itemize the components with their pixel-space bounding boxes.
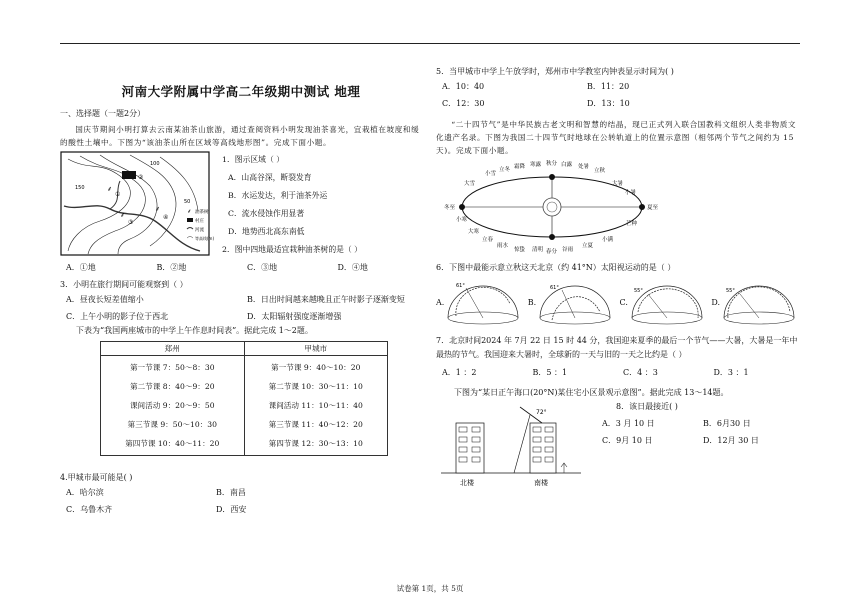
tea-tree-icon: ⸙ <box>155 205 161 213</box>
svg-text:村庄: 村庄 <box>195 219 204 224</box>
sun-path-diagram-c <box>628 278 706 326</box>
svg-text:61°: 61° <box>456 283 466 289</box>
q1-option-d[interactable]: D．地势西北高东南低 <box>228 227 305 236</box>
q8-option-d[interactable]: D．12月 30 日 <box>703 436 759 445</box>
table-cell-left: 第一节课 7：50～8：30 第二节课 8：40～9：20 课间活动 9：20～9：50 第三节课 9：50～10：30 第四节课 10：40～11：20 <box>101 356 245 456</box>
svg-text:河流: 河流 <box>195 228 204 233</box>
q5-option-c[interactable]: C．12：30 <box>442 99 485 108</box>
sun-path-diagram-b <box>536 278 614 326</box>
q1-option-a[interactable]: A．山高谷深，断裂发育 <box>228 173 312 182</box>
q6-stem: 6．下图中最能示意立秋这天北京（约 41°N）太阳视运动的是（ ） <box>436 263 676 272</box>
table-header-jia: 甲城市 <box>244 342 388 356</box>
earth-icon <box>549 234 555 240</box>
svg-text:春分: 春分 <box>546 249 558 255</box>
q2-option-c[interactable]: C．③地 <box>247 263 278 272</box>
q7-stem: 7．北京时间2024 年 7月 22 日 15 时 44 分，我国迎来夏季的最后一个节气——大暑，大暑是一年中最热的节气。我国迎来大暑时，全球新的一天与旧的一天之比约是（ ） <box>436 336 798 359</box>
q3-option-d[interactable]: D．太阳辐射强度逐渐增强 <box>247 312 342 321</box>
tree-icon <box>561 463 567 473</box>
q1-option-c[interactable]: C．流水侵蚀作用显著 <box>228 209 305 218</box>
contour-label: 50 <box>184 199 191 205</box>
q7-option-d[interactable]: D．3 ：1 <box>713 368 749 377</box>
north-building-label: 北楼 <box>460 479 474 487</box>
point-3-label: ③ <box>128 219 134 226</box>
table-cell-right: 第一节课 9：40～10：20 第二节课 10：30～11：10 课间活动 11：10～11：40 第三节课 11：40～12：20 第四节课 12：30～13：10 <box>244 356 388 456</box>
q8-option-c[interactable]: C．9月 10 日 <box>602 436 653 445</box>
q8-intro: 下图为“某日正午海口(20°N)某住宅小区景观示意图”。据此完成 13～14题。 <box>454 388 729 397</box>
q8-option-a[interactable]: A．3 月 10 日 <box>602 419 655 428</box>
svg-text:立夏: 立夏 <box>582 243 594 249</box>
svg-text:惊蛰: 惊蛰 <box>514 247 526 253</box>
header-rule <box>60 43 800 44</box>
svg-text:油茶树: 油茶树 <box>195 210 209 215</box>
q2-stem: 2．图中四地最适宜栽种油茶树的是（ ） <box>222 245 362 254</box>
q3-option-a[interactable]: A．昼夜长短差值缩小 <box>66 295 144 304</box>
q7-options <box>436 364 798 381</box>
q7-option-b[interactable]: B．5 ：1 <box>532 368 568 377</box>
exam-title: 河南大学附属中学高二年级期中测试 地理 <box>121 84 361 99</box>
q4-stem: 4.甲城市最可能是( ) <box>60 473 133 482</box>
south-building-label: 南楼 <box>534 479 548 487</box>
q2-option-b[interactable]: B．②地 <box>156 263 187 272</box>
village-icon <box>122 171 136 179</box>
sun-angle-label: 72° <box>536 409 547 416</box>
svg-text:等高线(m): 等高线(m) <box>195 236 215 241</box>
contour-map <box>60 151 215 256</box>
passage-1: 国庆节期间小明打算去云南某油茶山旅游，通过查阅资料小明发现油茶喜光，宜栽植在坡度和缓的酸性土壤中。下图为“该油茶山所在区域等高线地形图”。完成下面小题。 <box>60 125 420 147</box>
q7-option-a[interactable]: A．1 ：2 <box>442 368 477 377</box>
svg-text:清明: 清明 <box>532 247 544 253</box>
sun-icon <box>543 198 561 216</box>
earth-icon <box>549 174 555 180</box>
q5-option-a[interactable]: A．10：40 <box>442 82 485 91</box>
earth-icon <box>639 204 645 210</box>
q4-option-a[interactable]: A．哈尔滨 <box>66 488 104 497</box>
svg-text:白露: 白露 <box>561 162 573 168</box>
svg-text:55°: 55° <box>725 288 735 294</box>
q7-option-c[interactable]: C．4 ：3 <box>623 368 658 377</box>
svg-text:立秋: 立秋 <box>594 168 606 174</box>
q6-option-c[interactable]: C. 55° <box>620 278 706 326</box>
svg-text:大寒: 大寒 <box>468 229 480 235</box>
q8-options <box>596 415 798 449</box>
q5-options <box>436 78 726 112</box>
svg-text:61°: 61° <box>550 285 560 291</box>
q3-option-c[interactable]: C．上午小明的影子位于西北 <box>66 312 169 321</box>
point-4-label: ④ <box>163 214 169 221</box>
tea-tree-icon: ⸙ <box>107 185 113 193</box>
q1-stem: 1．图示区域（ ） <box>222 155 285 164</box>
svg-text:寒露: 寒露 <box>530 162 542 168</box>
tea-tree-icon: ⸙ <box>120 211 126 219</box>
q8-questions <box>586 401 798 490</box>
q2-option-d[interactable]: D．④地 <box>337 263 368 272</box>
svg-text:小满: 小满 <box>602 237 614 243</box>
questions-1-2 <box>210 151 422 259</box>
section-heading: 一、选择题（一题2分） <box>60 109 146 118</box>
village-icon <box>187 218 193 222</box>
svg-text:55°: 55° <box>633 288 643 294</box>
svg-text:冬至: 冬至 <box>444 205 456 211</box>
q1-option-b[interactable]: B．水运发达，利于油茶外运 <box>228 191 328 200</box>
contour-label: 150 <box>75 185 85 191</box>
q4-options <box>60 484 360 518</box>
svg-text:芒种: 芒种 <box>626 221 638 227</box>
q2-options <box>60 259 422 276</box>
svg-text:立冬: 立冬 <box>499 167 511 173</box>
point-1-label: ① <box>115 191 121 198</box>
svg-text:霜降: 霜降 <box>514 164 526 170</box>
svg-text:小寒: 小寒 <box>456 217 468 223</box>
left-column <box>60 50 422 518</box>
schedule-table <box>100 341 388 456</box>
svg-text:小暑: 小暑 <box>625 190 637 196</box>
q2-option-a[interactable]: A．①地 <box>66 263 96 272</box>
svg-text:处暑: 处暑 <box>578 164 590 170</box>
svg-text:夏至: 夏至 <box>647 205 659 211</box>
q3-option-b[interactable]: B．日出时间越来越晚且正午时影子逐渐变短 <box>247 295 405 304</box>
earth-icon <box>459 204 465 210</box>
question-block-1-2 <box>60 151 422 259</box>
sun-path-diagram-a <box>444 278 522 326</box>
svg-text:雨水: 雨水 <box>497 243 509 249</box>
sun-path-diagram-d <box>720 278 798 326</box>
svg-text:大雪: 大雪 <box>464 181 476 187</box>
svg-text:小雪: 小雪 <box>485 171 497 177</box>
q6-option-a[interactable]: A. 61° <box>436 278 522 326</box>
q5-option-d[interactable]: D．13：10 <box>587 99 630 108</box>
solar-terms-orbit-diagram <box>442 161 662 256</box>
q4-option-b[interactable]: B．南昌 <box>216 488 246 497</box>
q4-option-d[interactable]: D．西安 <box>216 505 247 514</box>
point-2-label: ② <box>138 174 144 181</box>
svg-text:秋分: 秋分 <box>546 161 558 167</box>
q8-block <box>436 402 798 490</box>
q5-stem: 5．当甲城市中学上午放学时，郑州市中学教室内钟表显示时间为( ) <box>436 67 674 76</box>
q3-options <box>60 291 422 325</box>
table-header-zhengzhou: 郑州 <box>101 342 245 356</box>
q5-option-b[interactable]: B．11：20 <box>587 82 630 91</box>
passage-2: “二十四节气”是中华民族古老文明和智慧的结晶，现已正式列入联合国教科文组织人类非物质文化遗产名录。下图为我国二十四节气时地球在公转轨道上的位置示意图（相邻两个节气之间约为 15 天)。完成下面小题。 <box>436 120 797 155</box>
contour-label: 100 <box>150 161 160 167</box>
table-intro: 下表为“我国两座城市的中学上午作息时间表”。据此完成 1～2题。 <box>76 326 313 335</box>
q8-option-b[interactable]: B．6月30 日 <box>703 419 751 428</box>
q4-option-c[interactable]: C．乌鲁木齐 <box>66 505 113 514</box>
svg-text:谷雨: 谷雨 <box>562 247 574 253</box>
svg-text:立春: 立春 <box>482 237 494 243</box>
svg-text:大暑: 大暑 <box>612 181 624 187</box>
q6-option-d[interactable]: D. 55° <box>711 278 798 326</box>
q8-stem: 8．该日最接近( ) <box>616 402 678 411</box>
q3-stem: 3．小明在旅行期间可能观察到（ ） <box>60 280 188 289</box>
right-column <box>436 66 798 490</box>
building-diagram <box>436 405 586 490</box>
q6-diagrams <box>436 278 798 326</box>
tea-tree-icon: ⸙ <box>187 208 192 215</box>
q6-option-b[interactable]: B. 61° <box>528 278 614 326</box>
page-footer: 试卷第 1页，共 5页 <box>396 584 464 593</box>
